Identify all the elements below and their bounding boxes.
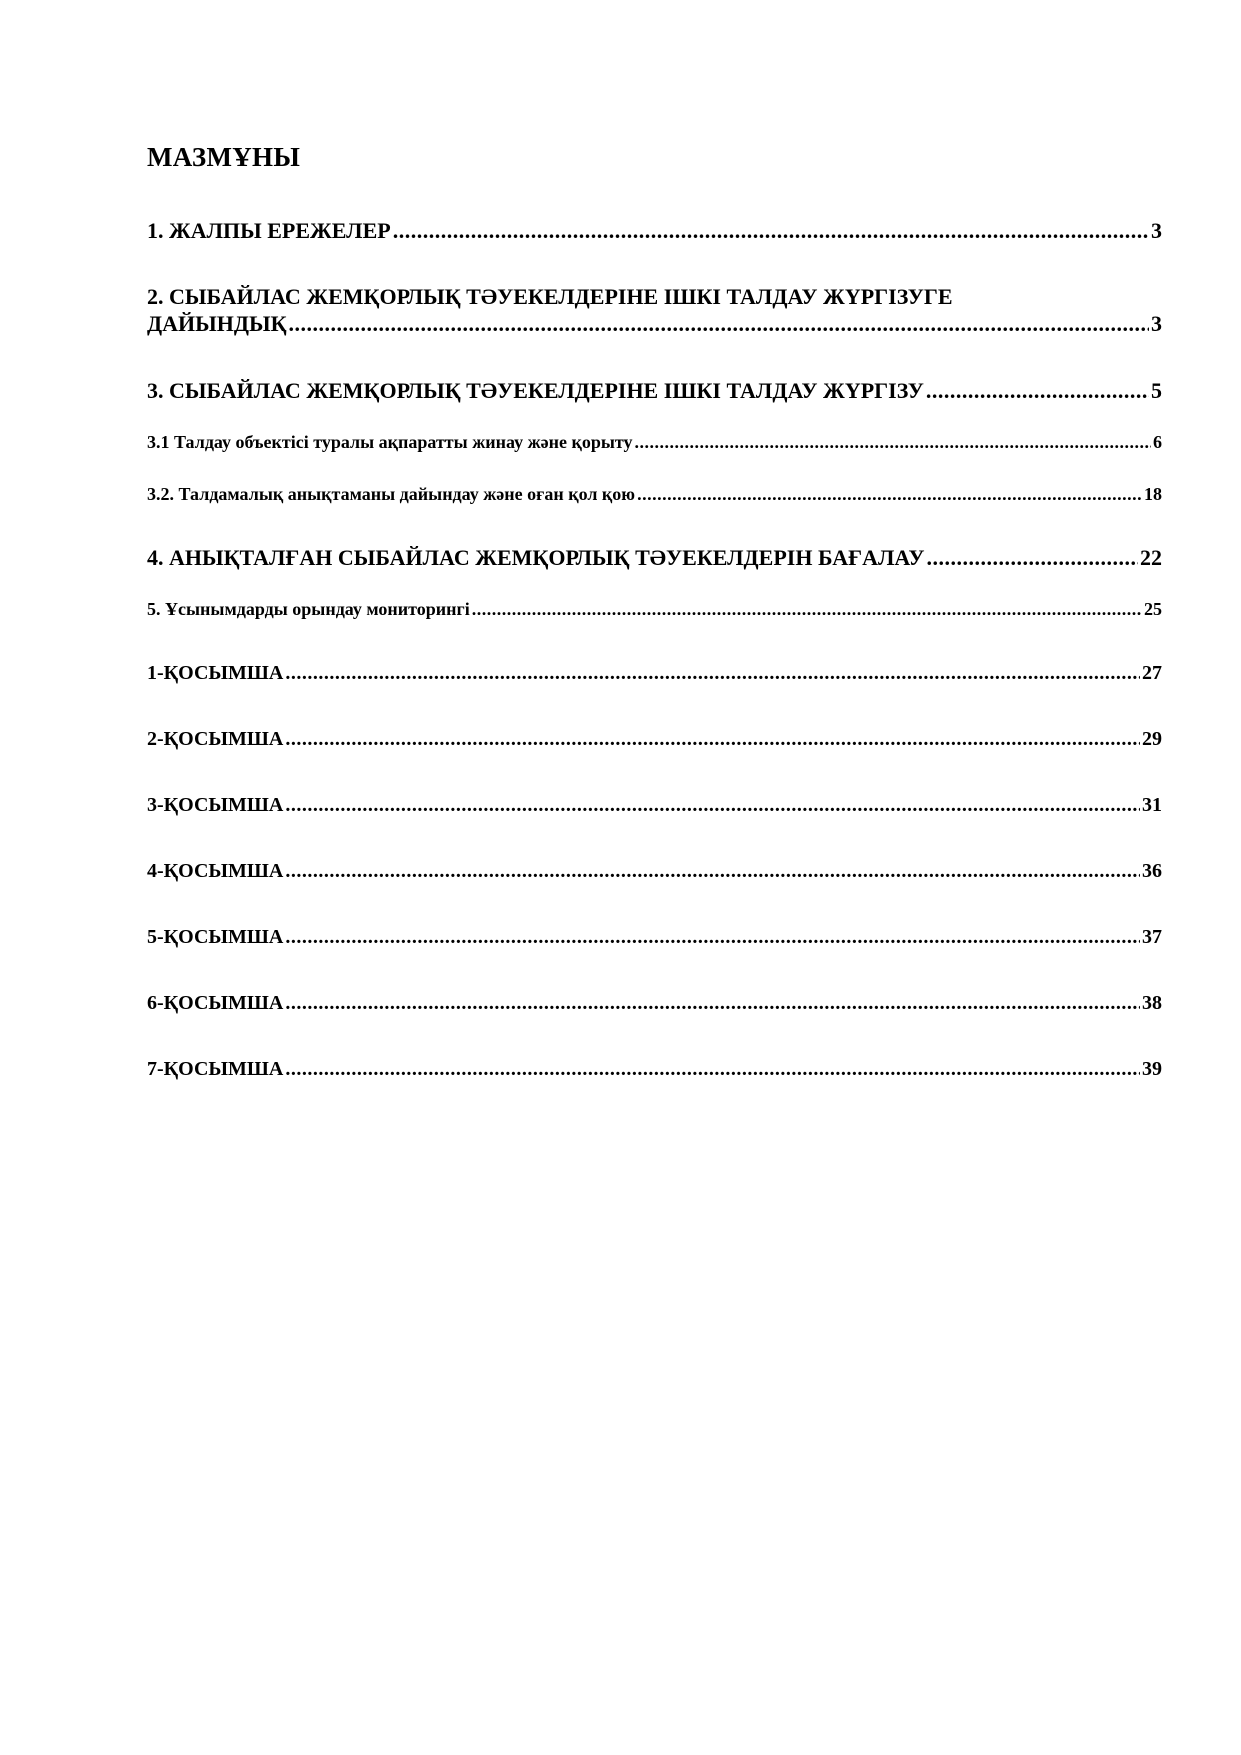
toc-page-number: 6: [1153, 432, 1162, 452]
toc-entry-label: 3.2. Талдамалық анықтаманы дайындау және оған қол қою: [147, 484, 636, 504]
dot-leader: [472, 599, 1142, 620]
toc-entry[interactable]: [147, 1058, 1162, 1081]
dot-leader: [285, 662, 1140, 685]
toc-entry-label: 4. АНЫҚТАЛҒАН СЫБАЙЛАС ЖЕМҚОРЛЫҚ ТӘУЕКЕЛДЕРІН БАҒАЛАУ: [147, 545, 925, 570]
toc-entry-label: 3.1 Талдау объектісі туралы ақпаратты жинау және қорыту: [147, 432, 633, 452]
toc-entry-label: 5-ҚОСЫМША: [147, 926, 284, 948]
toc-page-number: 22: [1140, 545, 1162, 570]
toc-entry-label: 7-ҚОСЫМША: [147, 1058, 284, 1080]
toc-entry-label-line1: 2. СЫБАЙЛАС ЖЕМҚОРЛЫҚ ТӘУЕКЕЛДЕРІНЕ ІШКІ ТАЛДАУ ЖҮРГІЗУГЕ: [147, 284, 953, 309]
toc-entry-label: 6-ҚОСЫМША: [147, 992, 284, 1014]
toc-page-number: 25: [1144, 599, 1162, 619]
toc-entry[interactable]: [147, 545, 1162, 571]
dot-leader: [393, 218, 1149, 244]
toc-entry-label: ДАЙЫНДЫҚ: [147, 311, 287, 336]
toc-entry[interactable]: [147, 992, 1162, 1015]
toc-title: МАЗМҰНЫ: [147, 142, 301, 172]
toc-entry-label: 3. СЫБАЙЛАС ЖЕМҚОРЛЫҚ ТӘУЕКЕЛДЕРІНЕ ІШКІ ТАЛДАУ ЖҮРГІЗУ: [147, 378, 924, 403]
toc-page-number: 3: [1151, 311, 1162, 336]
toc-entry[interactable]: [147, 728, 1162, 751]
toc-page-number: 3: [1151, 218, 1162, 243]
dot-leader: [285, 728, 1140, 751]
toc-entry-label: 5. Ұсынымдарды орындау мониторингі: [147, 599, 470, 619]
toc-page-number: 18: [1144, 484, 1162, 504]
toc-entry-label: 2-ҚОСЫМША: [147, 728, 284, 750]
toc-entry[interactable]: [147, 218, 1162, 244]
toc-entry[interactable]: [147, 662, 1162, 685]
toc-entry[interactable]: [147, 283, 1162, 337]
toc-entry-label: 4-ҚОСЫМША: [147, 860, 284, 882]
dot-leader: [285, 1058, 1140, 1081]
dot-leader: [289, 311, 1149, 337]
toc-entry-label: 1-ҚОСЫМША: [147, 662, 284, 684]
toc-entry[interactable]: [147, 378, 1162, 404]
toc-entry[interactable]: [147, 432, 1162, 453]
toc-page-number: 29: [1142, 728, 1162, 750]
toc-page-number: 37: [1142, 926, 1162, 948]
dot-leader: [637, 484, 1142, 505]
dot-leader: [285, 860, 1140, 883]
toc-page-number: 38: [1142, 992, 1162, 1014]
dot-leader: [927, 545, 1139, 571]
dot-leader: [285, 992, 1140, 1015]
dot-leader: [926, 378, 1149, 404]
toc-page-number: 27: [1142, 662, 1162, 684]
toc-page-number: 5: [1151, 378, 1162, 403]
toc-page-number: 31: [1142, 794, 1162, 816]
toc-entry[interactable]: [147, 484, 1162, 505]
dot-leader: [285, 794, 1140, 817]
dot-leader: [635, 432, 1151, 453]
toc-page-number: 36: [1142, 860, 1162, 882]
toc-entry-label: 1. ЖАЛПЫ ЕРЕЖЕЛЕР: [147, 218, 391, 243]
toc-entry[interactable]: [147, 860, 1162, 883]
toc-page-number: 39: [1142, 1058, 1162, 1080]
toc-entry[interactable]: [147, 926, 1162, 949]
toc-entry[interactable]: [147, 599, 1162, 620]
toc-entry-label: 3-ҚОСЫМША: [147, 794, 284, 816]
dot-leader: [285, 926, 1140, 949]
toc-entry[interactable]: [147, 794, 1162, 817]
